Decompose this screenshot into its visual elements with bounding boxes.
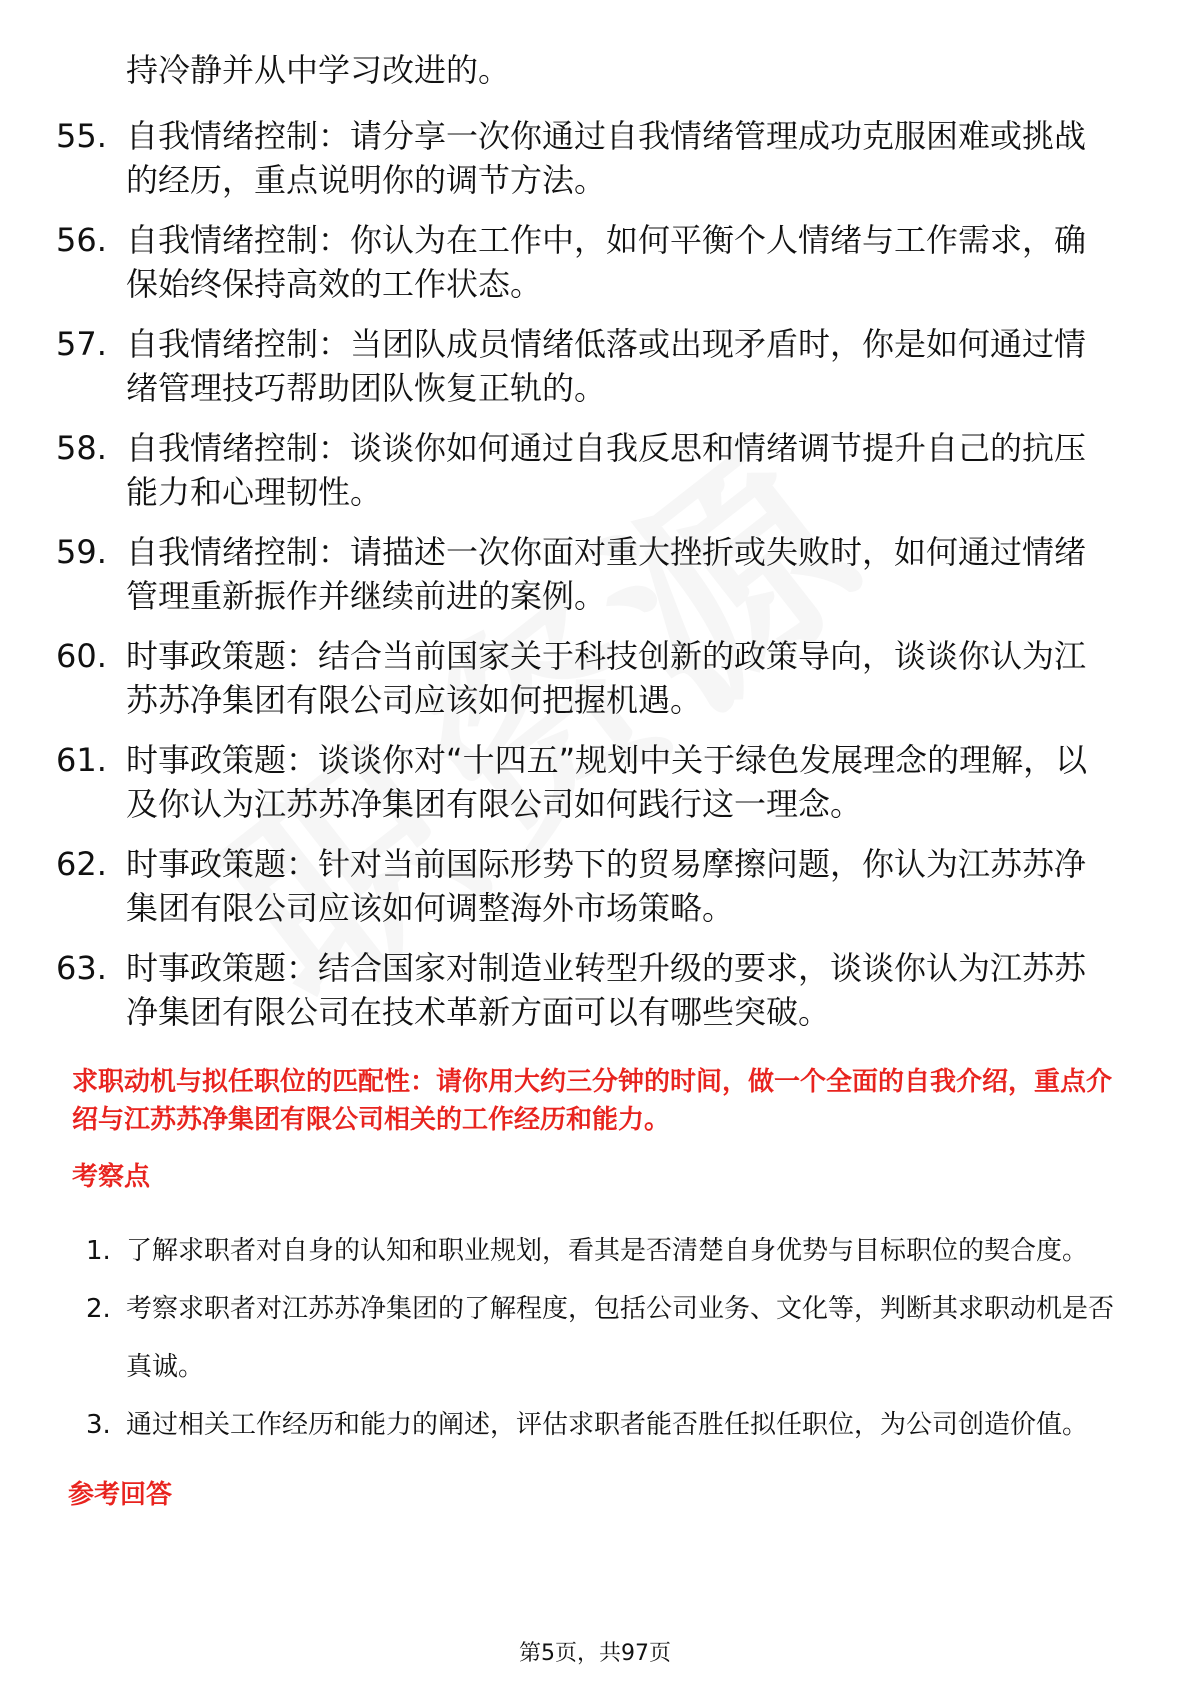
question-item [56,634,1116,722]
exam-point-text: 了解求职者对自身的认知和职业规划，看其是否清楚自身优势与目标职位的契合度。 [126,1236,1089,1266]
exam-point-item [86,1396,1116,1454]
continuation-text: 持冷静并从中学习改进的。 [126,51,511,89]
question-item [56,114,1116,202]
exam-point-item [86,1222,1116,1280]
question-item [56,426,1116,514]
question-text: 自我情绪控制：谈谈你如何通过自我反思和情绪调节提升自己的抗压能力和心理韧性。 [126,429,1087,511]
exam-point-number: 1. [86,1236,111,1266]
question-item [56,738,1116,826]
question-heading: 求职动机与拟任职位的匹配性：请你用大约三分钟的时间，做一个全面的自我介绍，重点介绍与江苏苏净集团有限公司相关的工作经历和能力。 [72,1067,1113,1135]
question-text: 时事政策题：结合当前国家关于科技创新的政策导向，谈谈你认为江苏苏净集团有限公司应该如何把握机遇。 [126,637,1087,719]
question-number: 59. [56,533,107,571]
question-item [56,218,1116,306]
question-text: 自我情绪控制：请描述一次你面对重大挫折或失败时，如何通过情绪管理重新振作并继续前进的案例。 [126,533,1087,615]
question-text: 自我情绪控制：当团队成员情绪低落或出现矛盾时，你是如何通过情绪管理技巧帮助团队恢复正轨的。 [126,325,1087,407]
question-list [56,114,1116,1050]
question-text: 时事政策题：结合国家对制造业转型升级的要求，谈谈你认为江苏苏净集团有限公司在技术革新方面可以有哪些突破。 [126,949,1087,1031]
exam-point-number: 2. [86,1294,111,1324]
question-text: 自我情绪控制：请分享一次你通过自我情绪管理成功克服困难或挑战的经历，重点说明你的调节方法。 [126,117,1087,199]
exam-points-list [86,1222,1116,1454]
exam-points-title: 考察点 [72,1162,151,1192]
page-footer: 第5页，共97页 [519,1641,671,1666]
question-item [56,322,1116,410]
question-item [56,946,1116,1034]
question-number: 62. [56,845,107,883]
question-number: 55. [56,117,107,155]
question-text: 自我情绪控制：你认为在工作中，如何平衡个人情绪与工作需求，确保始终保持高效的工作状态。 [126,221,1087,303]
question-number: 56. [56,221,107,259]
question-number: 58. [56,429,107,467]
exam-point-item [86,1280,1116,1396]
question-number: 57. [56,325,107,363]
question-text: 时事政策题：谈谈你对“十四五”规划中关于绿色发展理念的理解，以及你认为江苏苏净集团有限公司如何践行这一理念。 [126,741,1088,823]
question-item [56,530,1116,618]
question-text: 时事政策题：针对当前国际形势下的贸易摩擦问题，你认为江苏苏净集团有限公司应该如何调整海外市场策略。 [126,845,1087,927]
question-item [56,842,1116,930]
question-number: 60. [56,637,107,675]
exam-point-text: 通过相关工作经历和能力的阐述，评估求职者能否胜任拟任职位，为公司创造价值。 [126,1410,1089,1440]
reference-answer-title: 参考回答 [68,1480,173,1510]
question-block [72,1063,1112,1195]
question-number: 63. [56,949,107,987]
exam-point-text: 考察求职者对江苏苏净集团的了解程度，包括公司业务、文化等，判断其求职动机是否真诚。 [126,1294,1115,1382]
exam-point-number: 3. [86,1410,111,1440]
question-number: 61. [56,741,107,779]
